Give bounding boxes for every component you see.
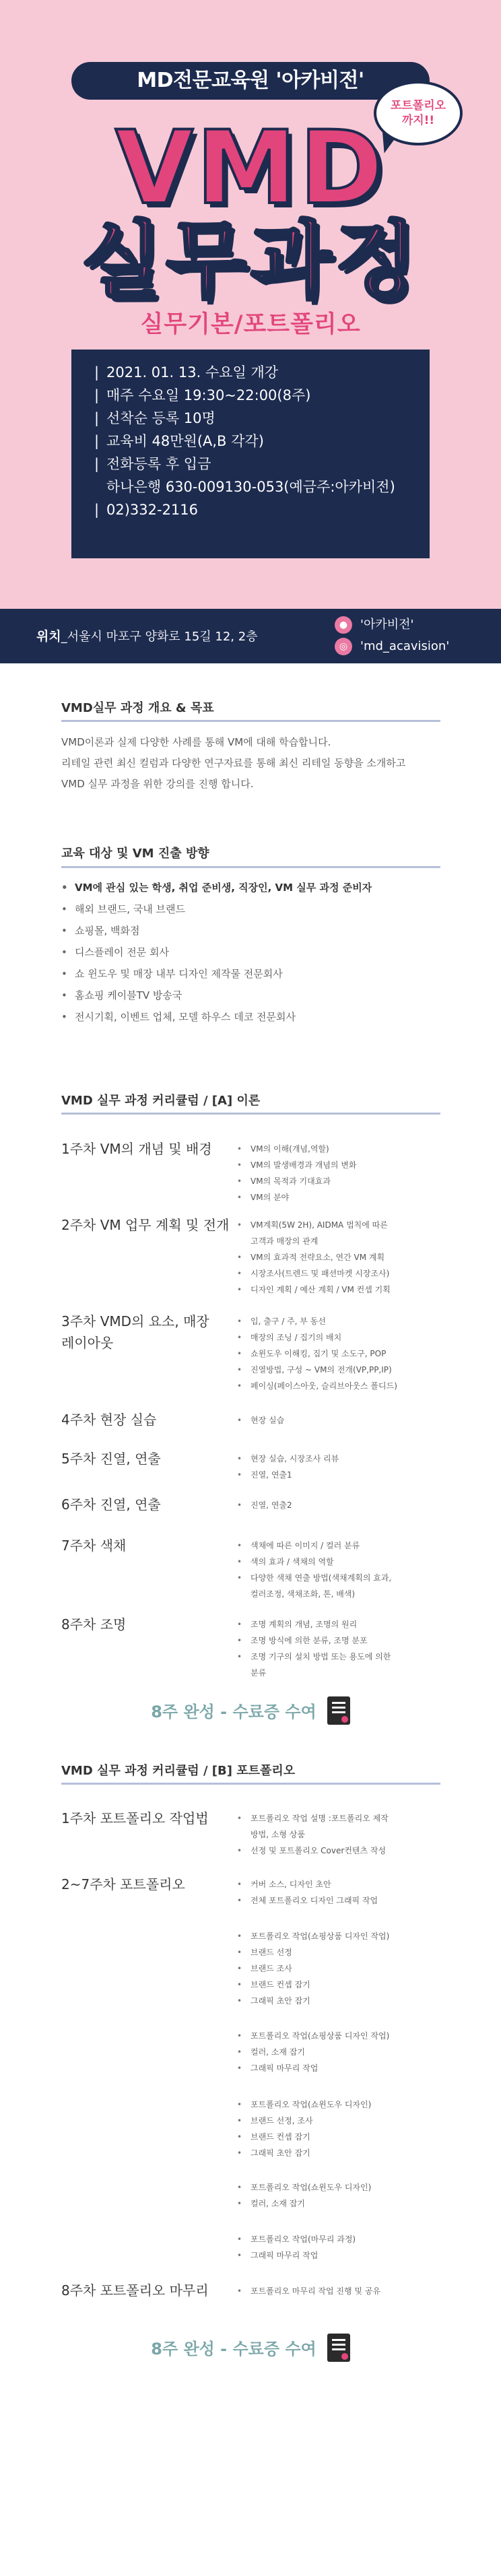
week-item: • 매장의 조닝 / 집기의 배치 [250,1332,341,1343]
curriculum-b-title: VMD 실무 과정 커리큘럼 / [B] 포트폴리오 [61,1764,296,1778]
curriculum-b-divider [61,1783,440,1785]
week-item: • 그래픽 초안 잡기 [250,1995,310,2006]
week-item: • 디자인 계획 / 예산 계획 / VM 컨셉 기획 [250,1284,391,1295]
instagram-icon: ◎ [335,638,352,655]
academy-pill: MD전문교육원 '아카비전' [71,62,430,100]
content [0,663,501,2576]
week-item: • 조명 방식에 의한 분류, 조명 분포 [250,1635,368,1646]
week-item: • VM의 분야 [250,1192,289,1203]
target-item: • 디스플레이 전문 회사 [61,946,169,959]
week-item: • VM의 이해(개념,역할) [250,1144,329,1154]
hero-banner [0,0,501,663]
week-3-title-cont: 레이아웃 [61,1335,114,1351]
week-item: • 색채에 따른 이미지 / 컬러 분류 [250,1540,360,1551]
week-item: • 포트폴리오 작업(쇼핑상품 디자인 작업) [250,1931,389,1942]
overview-divider [61,720,440,722]
target-item: • 쇼 윈도우 및 매장 내부 디자인 제작물 전문회사 [61,967,283,981]
week-item: • 컬러, 소재 잡기 [250,2198,305,2209]
week-item: • 그래픽 초안 잡기 [250,2148,310,2158]
overview-line-1: VMD이론과 실제 다양한 사례를 통해 VM에 대해 학습합니다. [61,736,331,748]
course-info-box [71,350,430,558]
title-vmd: VMD [115,110,386,227]
week-item: • 포트폴리오 작업 설명 :포트폴리오 제작 [250,1813,389,1824]
week-item: • VM의 효과적 전략요소, 연간 VM 계획 [250,1252,385,1263]
week-item: • 그래픽 마무리 작업 [250,2250,318,2261]
week-item: • 입, 출구 / 주, 부 동선 [250,1316,326,1327]
info-capacity: | 선착순 등록 10명 [94,410,215,426]
target-item: • 쇼핑몰, 백화점 [61,924,139,937]
target-item: • 홈쇼핑 케이블TV 방송국 [61,989,182,1002]
info-fee: | 교육비 48만원(A,B 각각) [94,433,264,449]
week-item: • 쇼윈도우 이해킹, 집기 및 소도구, POP [250,1348,386,1359]
week-item: • 페이싱(페이스아웃, 슬리브아웃스 폴디드) [250,1381,397,1391]
week-2-title: 2주차 VM 업무 계획 및 전개 [61,1217,230,1233]
bubble-line-2: 까지!! [401,114,435,127]
certificate-icon [327,1696,350,1725]
portfolio-week-2-7-title: 2~7주차 포트폴리오 [61,1876,185,1892]
week-1-title: 1주차 VM의 개념 및 배경 [61,1141,212,1157]
week-item: • 브랜드 선정, 조사 [250,2115,313,2126]
week-4-title: 4주차 현장 실습 [61,1412,157,1428]
week-item-cont: 컬러조정, 색채조화, 톤, 배색) [250,1589,356,1599]
week-item-cont: 분류 [250,1668,267,1678]
week-item: • 포트폴리오 마무리 작업 진행 및 공유 [250,2286,380,2297]
overview-line-2: 리테일 관련 최신 컬럼과 다양한 연구자료를 통해 최신 리테일 동향을 소개하고 [61,757,406,769]
location-bar [0,609,501,663]
target-divider [61,866,440,868]
week-item: • 색의 효과 / 색채의 역할 [250,1556,334,1567]
title-course: 실무과정 [81,213,420,310]
bubble-line-1: 포트폴리오 [390,99,446,112]
info-start-date: | 2021. 01. 13. 수요일 개강 [94,364,279,381]
info-schedule: | 매주 수요일 19:30~22:00(8주) [94,387,311,403]
week-item: • 브랜드 컨셉 잡기 [250,1979,310,1990]
target-item: • 전시기획, 이벤트 업체, 모델 하우스 데코 전문회사 [61,1010,296,1024]
week-6-title: 6주차 진열, 연출 [61,1496,161,1513]
portfolio-week-8-title: 8주차 포트폴리오 마무리 [61,2282,209,2299]
info-phone: | 02)332-2116 [94,502,199,518]
portfolio-week-1-title: 1주차 포트폴리오 작업법 [61,1810,209,1826]
week-item: • 브랜드 컨셉 잡기 [250,2132,310,2142]
certificate-icon [327,2334,350,2362]
social-kakao[interactable]: ● '아카비전' [335,616,413,634]
week-item: • 브랜드 선정 [250,1947,292,1958]
week-item: • 그래픽 마무리 작업 [250,2063,318,2074]
completion-b: 8주 완성 - 수료증 수여 [0,2336,501,2364]
week-item: • 진열, 연출2 [250,1500,292,1511]
week-item: • 컬러, 소재 잡기 [250,2047,305,2057]
week-item: • 선정 및 포트폴리오 Cover컨텐츠 작성 [250,1845,386,1856]
week-item: • 진열방법, 구성 ~ VM의 전개(VP,PP,IP) [250,1364,392,1375]
week-item: • 포트폴리오 작업(쇼핑상품 디자인 작업) [250,2030,389,2041]
week-item: • 현장 실습 [250,1415,284,1426]
week-item: • 조명 기구의 설치 방법 또는 용도에 의한 [250,1651,391,1662]
week-item: • VM계획(5W 2H), AIDMA 법칙에 따른 [250,1220,388,1230]
week-item: • 포트폴리오 작업(마무리 과정) [250,2234,356,2245]
info-bank-account: 하나은행 630-009130-053(예금주:아카비전) [106,479,395,495]
social-instagram[interactable]: ◎ 'md_acavision' [335,637,449,656]
info-registration: | 전화등록 후 입금 하나은행 630-009130-053(예금주:아카비전) [94,453,430,498]
overview-line-3: VMD 실무 과정을 위한 강의를 진행 합니다. [61,778,254,790]
week-item: • 전체 포트폴리오 디자인 그래픽 작업 [250,1895,378,1906]
target-item: • 해외 브랜드, 국내 브랜드 [61,902,185,916]
target-item: • VM에 관심 있는 학생, 취업 준비생, 직장인, VM 실무 과정 준비자 [61,881,372,894]
chat-icon: ● [335,616,352,634]
week-item: • 시장조사(트렌드 및 패션마켓 시장조사) [250,1268,389,1279]
week-item: • 포트폴리오 작업(쇼윈도우 디자인) [250,2182,371,2193]
hero-subtitle: 실무기본/포트폴리오 [140,311,361,338]
week-5-title: 5주차 진열, 연출 [61,1451,161,1467]
curriculum-a-divider [61,1113,440,1115]
week-item: • 커버 소스, 디자인 초안 [250,1879,331,1890]
week-7-title: 7주차 색채 [61,1538,127,1554]
week-3-title: 3주차 VMD의 요소, 매장 [61,1313,209,1329]
week-item: • VM의 목적과 기대효과 [250,1176,331,1187]
week-item: • 브랜드 조사 [250,1963,292,1974]
completion-a: 8주 완성 - 수료증 수여 [0,1698,501,1727]
week-item: • 다양한 색채 연출 방법(색채계획의 효과, [250,1573,391,1583]
week-8-title: 8주차 조명 [61,1616,127,1632]
week-item: • 현장 실습, 시장조사 리뷰 [250,1453,339,1464]
week-item-cont: 고객과 매장의 관계 [250,1236,319,1246]
week-item: • 진열, 연출1 [250,1469,292,1480]
curriculum-a-title: VMD 실무 과정 커리큘럼 / [A] 이론 [61,1094,261,1108]
target-title: 교육 대상 및 VM 진출 방향 [61,847,209,861]
week-item-cont: 방법, 소형 상품 [250,1830,305,1839]
week-item: • 조명 계획의 개념, 조명의 원리 [250,1619,357,1630]
location-text: 위치_서울시 마포구 양화로 15길 12, 2층 [36,629,258,644]
overview-title: VMD실무 과정 개요 & 목표 [61,701,214,715]
week-item: • 포트폴리오 작업(쇼윈도우 디자인) [250,2099,371,2110]
week-item: • VM의 발생배경과 개념의 변화 [250,1160,357,1170]
